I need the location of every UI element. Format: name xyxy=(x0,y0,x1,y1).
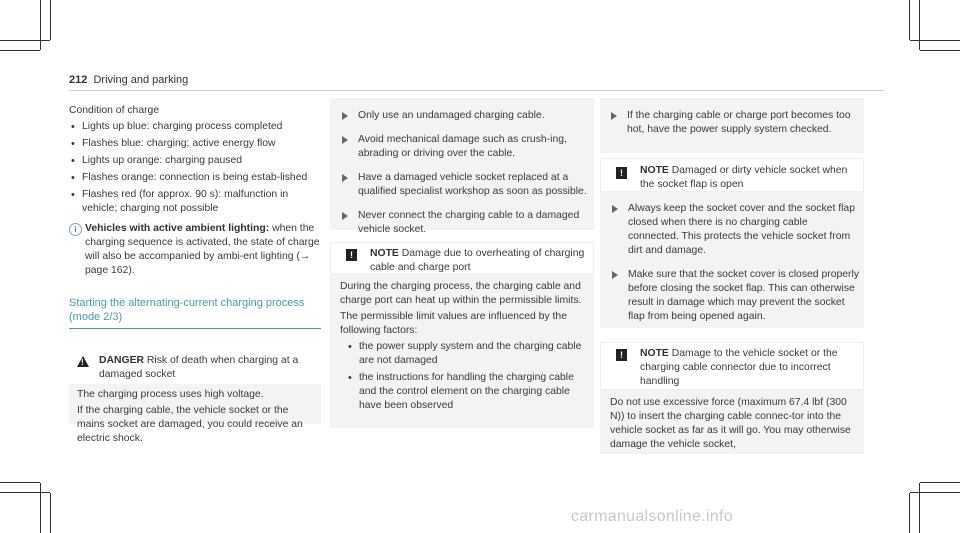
list-item: • the power supply system and the charging cable are not damaged xyxy=(346,340,588,368)
list-item: • Lights up orange: charging paused xyxy=(69,154,321,168)
note-label: NOTE xyxy=(640,348,669,359)
tip-item xyxy=(340,167,590,203)
note-text: Damage due to overheating of charging cable and charge port xyxy=(370,248,585,273)
tip-item xyxy=(610,198,860,262)
list-item: • the instructions for handling the charging cable and the control element on the charging cable have been observed xyxy=(346,371,588,413)
note-heading xyxy=(640,164,860,192)
danger-box xyxy=(69,352,321,444)
column-1 xyxy=(69,104,321,329)
warning-icon: ! xyxy=(77,356,89,367)
tip-text: If the charging cable or charge port becomes too hot, have the power supply system checked. xyxy=(627,110,851,135)
note-factor-list xyxy=(346,340,588,413)
watermark: carmanualsonline.info xyxy=(571,508,733,525)
note-heading xyxy=(640,347,860,389)
tip-item xyxy=(340,129,590,165)
tip-text: Never connect the charging cable to a damaged vehicle socket. xyxy=(358,210,580,235)
tip-item xyxy=(610,264,860,328)
section-rule xyxy=(69,328,321,329)
list-item: • Flashes orange: connection is being estab-lished xyxy=(69,171,321,185)
danger-label: DANGER xyxy=(99,355,145,366)
info-title: Vehicles with active ambient lighting: xyxy=(85,223,270,234)
crop-mark xyxy=(909,0,910,40)
info-note xyxy=(69,222,321,278)
note-box-overheating xyxy=(330,242,594,428)
crop-mark xyxy=(910,40,960,41)
note-body xyxy=(340,280,588,416)
list-item: • Flashes blue: charging; active energy flow xyxy=(69,137,321,151)
list-item: • Lights up blue: charging process completed xyxy=(69,120,321,134)
tip-text: Make sure that the socket cover is closed properly before closing the socket flap. This can otherwise result in damage which may prevent the socket flap from being opened again. xyxy=(628,269,860,322)
note-box-handling xyxy=(600,342,864,454)
tip-item xyxy=(340,105,590,127)
exclamation-icon: ! xyxy=(616,167,627,179)
danger-body-1: The charging process uses high voltage. xyxy=(77,389,264,400)
info-text: when the charging sequence is activated, the state of charge will also be accompanied by ambi-ent lighting (→ page 162). xyxy=(85,223,320,276)
exclamation-icon: ! xyxy=(616,349,627,361)
crop-mark xyxy=(0,50,40,51)
note-text: Damaged or dirty vehicle socket when the socket flap is open xyxy=(640,165,848,190)
tip-text: Have a damaged vehicle socket replaced at a qualified specialist workshop as soon as possible. xyxy=(358,172,587,197)
crop-mark xyxy=(919,0,920,50)
crop-mark xyxy=(910,492,960,493)
note-body xyxy=(610,396,860,452)
crop-mark xyxy=(0,40,50,41)
arrow-icon xyxy=(612,271,618,279)
note-body-2: The permissible limit values are influenced by the following factors: xyxy=(340,311,567,336)
crop-mark xyxy=(920,50,960,51)
danger-body xyxy=(77,388,317,446)
crop-mark xyxy=(920,482,960,483)
danger-heading xyxy=(99,354,317,382)
section-title: Starting the alternating-current charging process (mode 2/3) xyxy=(69,297,305,323)
note-body-text: Do not use excessive force (maximum 67.4 lbf (300 N)) to insert the charging cable connec-tor into the vehicle socket as far as it will go. You may otherwise damage the vehicle socket, xyxy=(610,397,851,450)
arrow-icon xyxy=(342,112,348,120)
page-number: 212 xyxy=(69,74,88,86)
exclamation-icon: ! xyxy=(346,249,357,261)
list-item: • Flashes red (for approx. 90 s): malfunction in vehicle; charging not possible xyxy=(69,188,321,216)
note-label: NOTE xyxy=(640,165,669,176)
tip-text: Always keep the socket cover and the socket flap closed when there is no charging cable connected. This protects the vehicle socket from dirt and damage. xyxy=(628,203,855,256)
crop-mark xyxy=(919,483,920,533)
section-name: Driving and parking xyxy=(93,74,189,86)
danger-body-2: If the charging cable, the vehicle socket or the mains socket are damaged, you could receive an electric shock. xyxy=(77,405,303,444)
column-3-top xyxy=(609,105,859,141)
danger-text: Risk of death when charging at a damaged socket xyxy=(99,355,299,380)
note-tips xyxy=(610,198,860,328)
note-heading xyxy=(370,247,590,275)
note-text: Damage to the vehicle socket or the charging cable connector due to incorrect handling xyxy=(640,348,838,387)
crop-mark xyxy=(0,492,50,493)
column-2-tips xyxy=(340,105,590,241)
tip-item xyxy=(609,105,859,141)
tip-text: Avoid mechanical damage such as crush-ing, abrading or driving over the cable. xyxy=(358,134,567,159)
crop-mark xyxy=(40,0,41,50)
page-header xyxy=(69,74,188,86)
arrow-icon xyxy=(612,205,618,213)
tip-item xyxy=(340,205,590,241)
note-body-1: During the charging process, the charging cable and charge port can heat up within the permissible limits. xyxy=(340,281,582,306)
note-label: NOTE xyxy=(370,248,399,259)
charge-condition-list xyxy=(69,120,321,216)
tip-text: Only use an undamaged charging cable. xyxy=(358,110,545,121)
note-box-socket xyxy=(600,158,864,328)
crop-mark xyxy=(50,0,51,40)
arrow-icon xyxy=(611,112,617,120)
arrow-icon xyxy=(342,174,348,182)
crop-mark xyxy=(40,483,41,533)
crop-mark xyxy=(909,493,910,533)
arrow-icon xyxy=(342,212,348,220)
crop-mark xyxy=(50,493,51,533)
info-icon: i xyxy=(69,223,82,236)
header-rule xyxy=(69,90,884,91)
charge-condition-intro: Condition of charge xyxy=(69,105,160,116)
crop-mark xyxy=(0,482,40,483)
arrow-icon xyxy=(342,136,348,144)
